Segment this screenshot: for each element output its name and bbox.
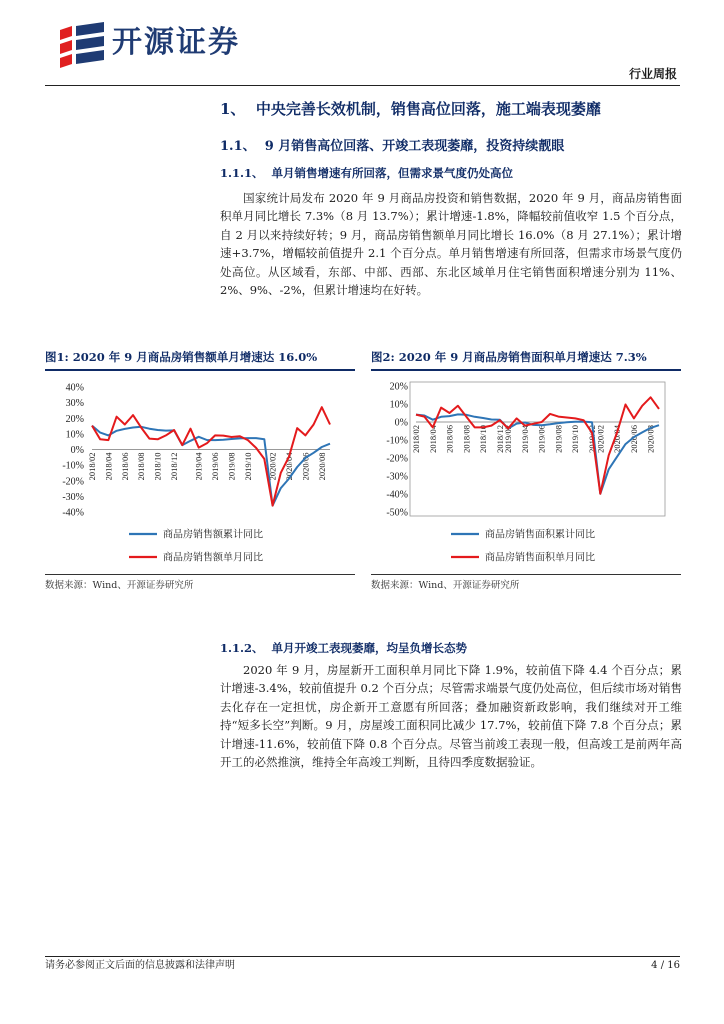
- x-tick-label: 2020/08: [645, 425, 656, 453]
- x-tick-label: 2019/08: [226, 452, 237, 481]
- body-paragraph: 国家统计局发布 2020 年 9 月商品房投资和销售数据，2020 年 9 月，商品房销售面积单月同比增长 7.3%（8 月 13.7%）；累计增速-1.8%，降幅较前值收窄 1.5 个百分点，自 2 月以来持续好转；9 月，商品房销售额单月同比增长 16.0%（8 月 27.1%）；累计增速+3.7%，增幅较前值提升 2.1 个百分点。单月销售增速有所回落，但需求市场景气度仍处高位。从区域看，东部、中部、西部、东北区域单月住宅销售面积增速分别为 11%、2%、9%、-2%，但累计增速均在好转。: [220, 191, 682, 298]
- footer-disclaimer: 请务必参阅正文后面的信息披露和法律声明: [45, 960, 235, 971]
- y-tick-label: -10%: [386, 435, 408, 447]
- x-tick-label: 2018/12: [494, 425, 505, 453]
- y-tick-label: -40%: [386, 489, 408, 501]
- section-number: 1、: [220, 100, 246, 118]
- figure-1-chart: [45, 372, 355, 572]
- legend-label: 商品房销售面积累计同比: [485, 529, 595, 541]
- footer-divider: [45, 956, 680, 957]
- figure-1-title: [45, 349, 317, 365]
- y-tick-label: -30%: [62, 491, 84, 503]
- x-tick-label: 2019/10: [570, 425, 581, 453]
- x-tick-label: 2020/02: [267, 452, 278, 481]
- y-tick-label: -20%: [62, 476, 84, 488]
- figure-1-bottom-rule: [45, 574, 355, 575]
- x-tick-label: 2019/10: [242, 452, 253, 481]
- x-tick-label: 2018/02: [87, 452, 97, 481]
- x-tick-label: 2020/06: [628, 425, 639, 453]
- section-number: 1.1、: [220, 139, 256, 154]
- x-tick-label: 2020/02: [595, 425, 606, 453]
- x-tick-label: 2020/08: [316, 452, 327, 481]
- y-tick-label: 20%: [65, 413, 84, 425]
- x-tick-label: 2018/12: [169, 452, 180, 481]
- figure-label: 图2:: [371, 350, 395, 364]
- legend-label: 商品房销售额累计同比: [163, 529, 263, 541]
- x-tick-label: 2020/06: [300, 452, 311, 481]
- section-1-1-2-heading: [220, 640, 467, 656]
- y-tick-label: 40%: [65, 382, 84, 394]
- brand-logo-icon: [58, 22, 106, 68]
- figure-1-source: 数据来源：Wind、开源证券研究所: [45, 580, 194, 591]
- x-tick-label: 2018/04: [427, 425, 438, 453]
- x-tick-label: 2019/12: [586, 425, 597, 453]
- x-tick-label: 2019/06: [536, 425, 547, 453]
- brand-name: 开源证券: [112, 25, 240, 60]
- y-tick-label: -20%: [386, 453, 408, 465]
- figure-caption: 2020 年 9 月商品房销售额单月增速达 16.0%: [72, 350, 318, 364]
- x-tick-label: 2018/08: [461, 425, 472, 453]
- x-tick-label: 2018/08: [136, 452, 147, 481]
- section-title: 中央完善长效机制，销售高位回落，施工端表现萎靡: [255, 100, 601, 118]
- y-tick-label: 10%: [65, 429, 84, 441]
- figure-2-title: [371, 349, 647, 365]
- x-tick-label: 2019/02: [503, 425, 514, 453]
- header-divider: [45, 85, 680, 86]
- section-1-heading: [220, 98, 601, 120]
- y-tick-label: 0%: [70, 445, 84, 456]
- y-tick-label: -10%: [62, 460, 84, 472]
- y-tick-label: 30%: [65, 398, 84, 410]
- x-tick-label: 2018/04: [103, 452, 114, 481]
- y-tick-label: 10%: [389, 399, 408, 411]
- figure-2-source: 数据来源：Wind、开源证券研究所: [371, 580, 520, 591]
- body-paragraph: 2020 年 9 月，房屋新开工面积单月同比下降 1.9%，较前值下降 4.4 个百分点；累计增速-3.4%，较前值提升 0.2 个百分点；尽管需求端景气度仍处高位，但后续市场对销售去化存在一定担忧，房企新开工意愿有所回落；叠加融资新政影响，我们继续对开工维持“短多长空”判断。9 月，房屋竣工面积同比减少 17.7%，较前值下降 7.8 个百分点；累计增速-11.6%，较前值下降 0.8 个百分点。尽管当前竣工表现一般，但高竣工是前两年高开工的必然推演，维持全年高竣工判断，且待四季度数据验证。: [220, 663, 682, 770]
- legend-label: 商品房销售额单月同比: [163, 552, 263, 564]
- figure-label: 图1:: [45, 350, 69, 364]
- section-number: 1.1.1、: [220, 166, 264, 180]
- x-tick-label: 2020/04: [612, 425, 623, 453]
- y-tick-label: -50%: [386, 507, 408, 519]
- x-tick-label: 2018/06: [444, 425, 455, 453]
- x-tick-label: 2018/02: [411, 425, 421, 453]
- section-title: 9 月销售高位回落、开竣工表现萎靡，投资持续靓眼: [264, 139, 565, 154]
- section-1-1-heading: [220, 138, 564, 156]
- legend-label: 商品房销售面积单月同比: [485, 552, 595, 564]
- section-1-1-1-heading: [220, 165, 513, 181]
- page-number: 4 / 16: [651, 960, 680, 971]
- x-tick-label: 2019/04: [193, 452, 204, 481]
- figure-1-top-rule: [45, 369, 355, 371]
- x-tick-label: 2020/04: [283, 452, 294, 481]
- x-tick-label: 2019/08: [553, 425, 564, 453]
- x-tick-label: 2019/06: [210, 452, 221, 481]
- x-tick-label: 2018/10: [478, 425, 489, 453]
- y-tick-label: -30%: [386, 471, 408, 483]
- section-title: 单月销售增速有所回落，但需求景气度仍处高位: [271, 166, 514, 180]
- x-tick-label: 2018/06: [119, 452, 130, 481]
- x-tick-label: 2018/10: [152, 452, 163, 481]
- figure-2-top-rule: [371, 369, 681, 371]
- figure-caption: 2020 年 9 月商品房销售面积单月增速达 7.3%: [398, 350, 647, 364]
- figure-2-bottom-rule: [371, 574, 681, 575]
- y-tick-label: -40%: [62, 507, 84, 519]
- figure-2-chart: [371, 372, 681, 572]
- report-type: 行业周报: [628, 67, 677, 81]
- y-tick-label: 20%: [389, 381, 408, 393]
- section-title: 单月开竣工表现萎靡，均呈负增长态势: [271, 641, 468, 655]
- x-tick-label: 2019/04: [519, 425, 530, 453]
- y-tick-label: 0%: [394, 417, 408, 429]
- section-number: 1.1.2、: [220, 641, 264, 655]
